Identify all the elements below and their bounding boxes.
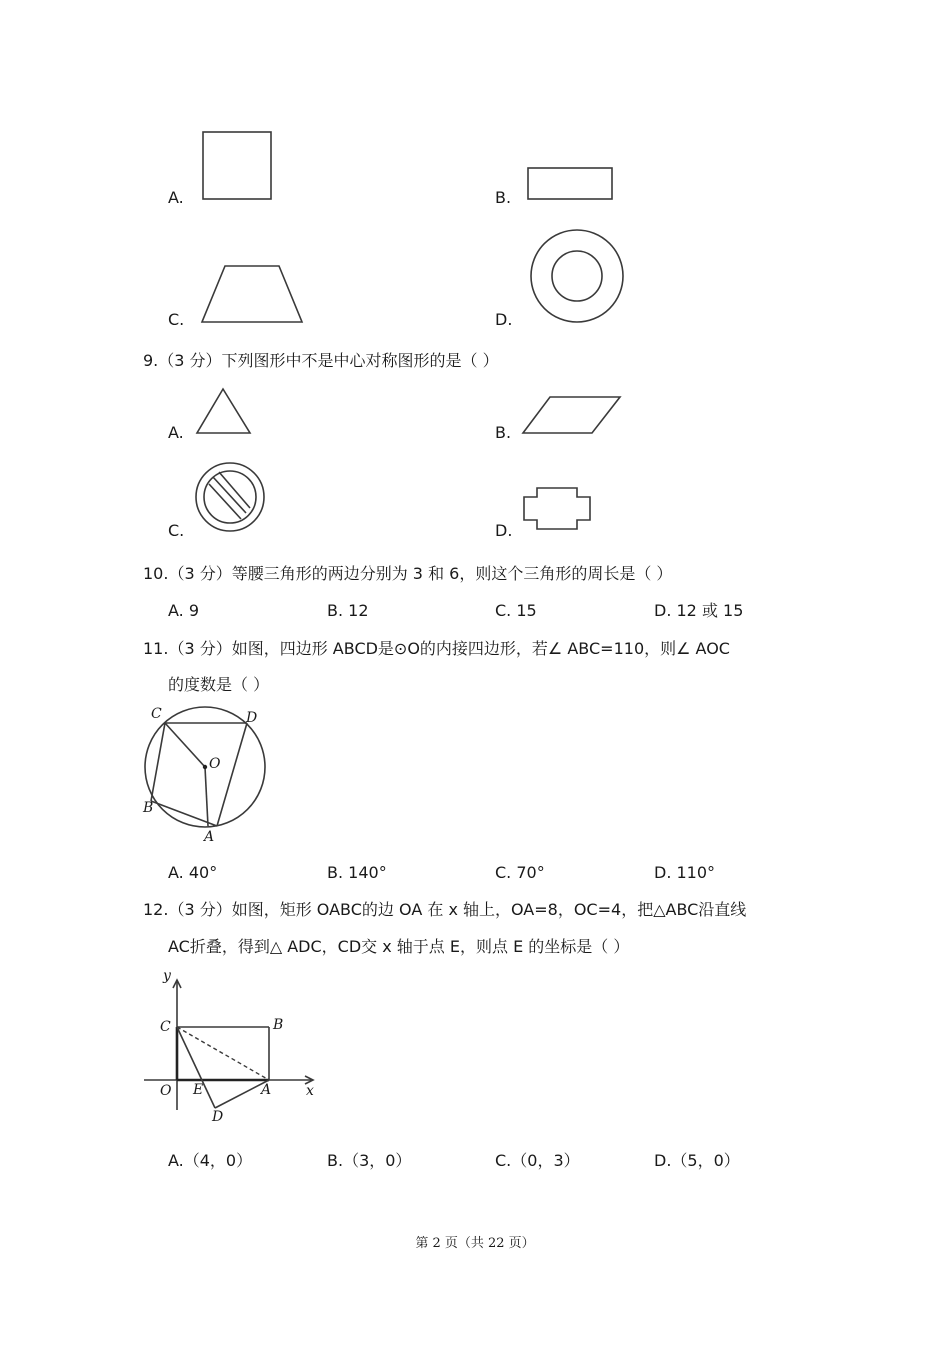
q10-option-a[interactable]: A. 9 [168,601,200,620]
q11-option-a[interactable]: A. 40° [168,863,218,882]
q10-option-c[interactable]: C. 15 [495,601,537,620]
q8-option-d-label[interactable]: D. [495,310,513,329]
q11-label-a: A [204,829,215,845]
q12-label-c: C [160,1019,171,1035]
q9-option-c-label[interactable]: C. [168,521,185,540]
q12-stem-line2: AC折叠，得到△ ADC，CD交 x 轴于点 E，则点 E 的坐标是（ ） [168,937,630,956]
q12-label-y: y [163,968,171,984]
q10-option-b[interactable]: B. 12 [327,601,369,620]
q9-option-b-label[interactable]: B. [495,423,512,442]
q12-label-b: B [273,1017,284,1033]
q11-label-b: B [143,800,154,816]
q12-label-d: D [212,1109,224,1125]
q12-label-x: x [306,1083,314,1099]
q9-stem: 9.（3 分）下列图形中不是中心对称图形的是（ ） [143,351,499,370]
q11-option-b[interactable]: B. 140° [327,863,387,882]
q11-option-d[interactable]: D. 110° [654,863,716,882]
q12-stem-line1: 12.（3 分）如图，矩形 OABC的边 OA 在 x 轴上，OA=8，OC=4，把△ABC沿直线 [143,900,747,919]
q11-option-c[interactable]: C. 70° [495,863,545,882]
q12-option-b[interactable]: B.（3，0） [327,1151,412,1170]
q8-option-c-label[interactable]: C. [168,310,185,329]
q10-option-d[interactable]: D. 12 或 15 [654,601,744,620]
q12-label-a: A [261,1082,272,1098]
q11-label-o: O [209,756,221,772]
q11-stem-line2: 的度数是（ ） [168,675,270,694]
q8-option-b-label[interactable]: B. [495,188,512,207]
q8-option-a-label[interactable]: A. [168,188,184,207]
q12-option-d[interactable]: D.（5，0） [654,1151,740,1170]
q11-stem-line1: 11.（3 分）如图，四边形 ABCD是⊙O的内接四边形，若∠ ABC=110，则∠ AOC [143,639,730,658]
q9-option-d-label[interactable]: D. [495,521,513,540]
q11-label-d: D [246,710,258,726]
q12-option-c[interactable]: C.（0，3） [495,1151,580,1170]
q9-option-a-label[interactable]: A. [168,423,184,442]
q12-label-e: E [193,1082,204,1098]
q11-label-c: C [151,706,162,722]
q12-label-o: O [160,1083,172,1099]
q12-option-a[interactable]: A.（4，0） [168,1151,253,1170]
page-footer: 第 2 页（共 22 页） [415,1236,535,1251]
q10-stem: 10.（3 分）等腰三角形的两边分别为 3 和 6，则这个三角形的周长是（ ） [143,564,673,583]
